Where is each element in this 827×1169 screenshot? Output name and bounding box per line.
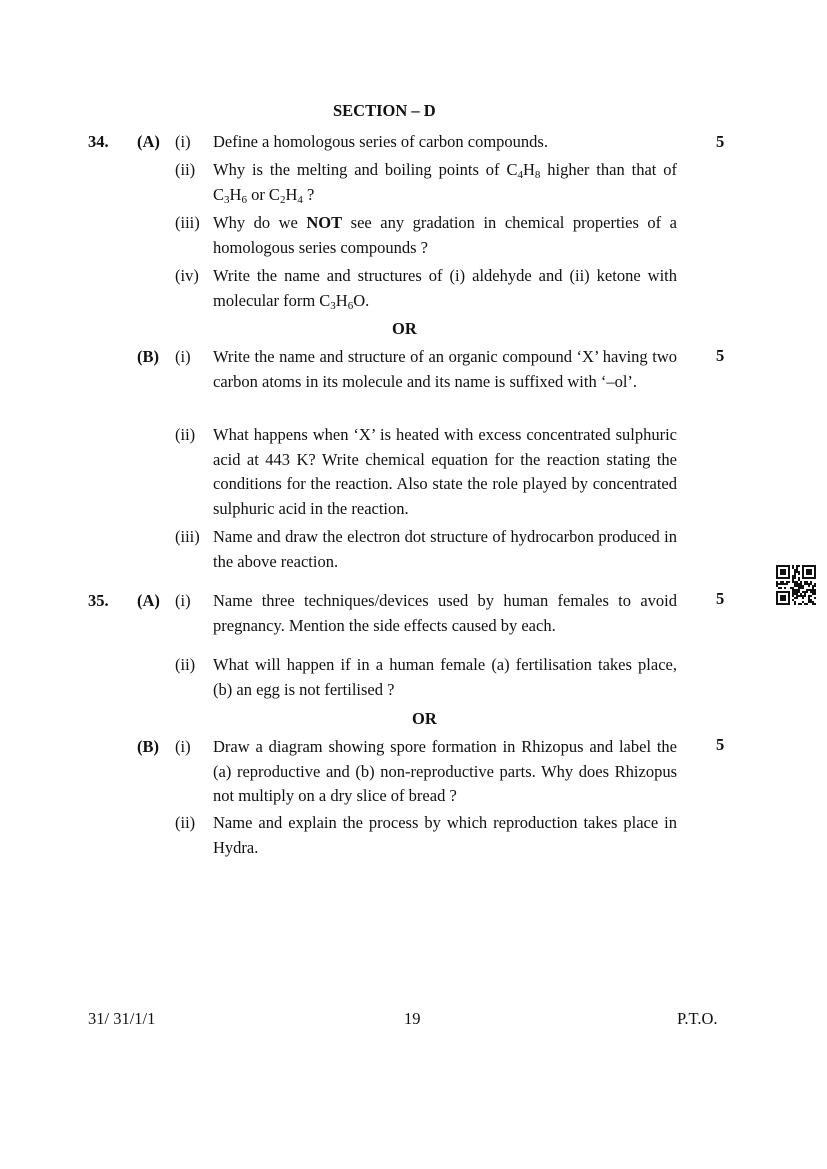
- question-number: 34.: [88, 132, 109, 151]
- qr-module: [798, 565, 800, 567]
- qr-module: [794, 581, 796, 583]
- qr-module: [814, 603, 816, 605]
- qr-module: [796, 595, 798, 597]
- qr-module: [808, 597, 810, 599]
- subpart-number: (i): [175, 132, 191, 151]
- qr-module: [794, 589, 796, 591]
- qr-module: [798, 573, 800, 575]
- qr-module: [792, 591, 794, 593]
- qr-finder: [780, 595, 786, 601]
- text-segment: or C: [246, 184, 280, 204]
- qr-module: [792, 567, 794, 569]
- qr-module: [796, 567, 798, 569]
- qr-module: [800, 585, 802, 587]
- qr-module: [794, 577, 796, 579]
- qr-module: [806, 583, 808, 585]
- subpart-number: (ii): [175, 655, 196, 674]
- qr-module: [792, 599, 794, 601]
- qr-module: [798, 571, 800, 573]
- qr-module: [812, 593, 814, 595]
- qr-module: [796, 589, 798, 591]
- qr-finder: [806, 569, 812, 575]
- qr-module: [794, 593, 796, 595]
- qr-module: [798, 579, 800, 581]
- qr-module: [798, 589, 800, 591]
- qr-module: [810, 591, 812, 593]
- qr-module: [798, 585, 800, 587]
- qr-module: [814, 589, 816, 591]
- qr-module: [808, 583, 810, 585]
- qr-module: [804, 595, 806, 597]
- qr-module: [776, 585, 778, 587]
- question-text: Define a homologous series of carbon compounds.: [213, 132, 548, 151]
- qr-module: [794, 597, 796, 599]
- subscript: 2: [279, 193, 286, 206]
- qr-module: [808, 601, 810, 603]
- qr-module: [788, 581, 790, 583]
- text-segment: H: [335, 290, 348, 310]
- qr-module: [798, 583, 800, 585]
- qr-module: [792, 565, 794, 567]
- qr-module: [784, 583, 786, 585]
- qr-module: [806, 591, 808, 593]
- text-segment: H: [229, 184, 242, 204]
- qr-module: [814, 597, 816, 599]
- qr-module: [814, 593, 816, 595]
- subpart-number: (iv): [175, 266, 199, 285]
- qr-module: [796, 597, 798, 599]
- qr-module: [776, 583, 778, 585]
- question-text: Draw a diagram showing spore formation in Rhizopus and label the (a) reproductive and (b) non-reproductive parts. Why does Rhizopus not multiply on a dry slice of bread ?: [213, 737, 677, 806]
- part-label: (B): [137, 347, 159, 366]
- question-text: Name and explain the process by which reproduction takes place in Hydra.: [213, 813, 677, 857]
- qr-module: [796, 581, 798, 583]
- qr-module: [808, 595, 810, 597]
- qr-module: [798, 591, 800, 593]
- qr-module: [802, 601, 804, 603]
- text-segment: Write the name and structures of (i) aldehyde and (ii) ketone with molecular form C: [213, 266, 677, 310]
- text-segment: H: [285, 184, 298, 204]
- qr-module: [796, 591, 798, 593]
- qr-module: [810, 599, 812, 601]
- qr-module: [792, 595, 794, 597]
- qr-module: [778, 587, 780, 589]
- qr-module: [804, 591, 806, 593]
- qr-module: [808, 589, 810, 591]
- subscript: 3: [330, 299, 336, 312]
- qr-module: [800, 583, 802, 585]
- qr-module: [798, 577, 800, 579]
- qr-module: [800, 595, 802, 597]
- page-number: 19: [404, 1009, 421, 1028]
- question-text: Name three techniques/devices used by human females to avoid pregnancy. Mention the side effects caused by each.: [213, 591, 677, 635]
- qr-module: [804, 593, 806, 595]
- subpart-number: (iii): [175, 527, 200, 546]
- text-segment: O.: [353, 290, 370, 310]
- qr-module: [794, 585, 796, 587]
- qr-module: [792, 593, 794, 595]
- qr-module: [814, 585, 816, 587]
- text-segment: ?: [302, 184, 315, 204]
- qr-module: [804, 603, 806, 605]
- qr-module: [794, 601, 796, 603]
- question-text: [213, 211, 677, 260]
- part-label: (A): [137, 591, 160, 610]
- qr-module: [808, 585, 810, 587]
- part-label: (B): [137, 737, 159, 756]
- part-label: (A): [137, 132, 160, 151]
- question-text: What will happen if in a human female (a) fertilisation takes place, (b) an egg is not fertilised ?: [213, 655, 677, 699]
- subscript: 6: [347, 299, 354, 312]
- qr-module: [800, 581, 802, 583]
- qr-module: [812, 603, 814, 605]
- qr-module: [814, 591, 816, 593]
- qr-module: [776, 581, 778, 583]
- question-text: What happens when ‘X’ is heated with excess concentrated sulphuric acid at 443 K? Write chemical equation for the reaction stating the conditions for the reaction. Also state the role played by concentrated sulphuric acid in the reaction.: [213, 425, 677, 518]
- text-segment: higher than that of C: [213, 160, 677, 204]
- question-number: 35.: [88, 591, 109, 610]
- marks: 5: [716, 132, 725, 151]
- marks: 5: [716, 346, 725, 365]
- qr-module: [782, 581, 784, 583]
- subscript: 4: [517, 169, 523, 181]
- qr-module: [786, 583, 788, 585]
- question-text: [213, 264, 677, 313]
- subscript: 6: [241, 193, 247, 206]
- emphasis: NOT: [306, 213, 343, 232]
- or-divider: OR: [392, 319, 417, 338]
- qr-module: [796, 565, 798, 567]
- text-segment: see any gradation in chemical properties of a homologous series compounds ?: [213, 213, 677, 257]
- or-divider: OR: [412, 709, 437, 728]
- qr-module: [812, 587, 814, 589]
- subpart-number: (i): [175, 591, 191, 610]
- qr-module: [810, 589, 812, 591]
- qr-module: [812, 591, 814, 593]
- qr-module: [800, 603, 802, 605]
- qr-module: [778, 583, 780, 585]
- qr-module: [792, 587, 794, 589]
- qr-module: [786, 581, 788, 583]
- subpart-number: (iii): [175, 213, 200, 232]
- marks: 5: [716, 735, 725, 754]
- qr-module: [798, 595, 800, 597]
- subscript: 3: [224, 193, 230, 206]
- paper-code: 31/ 31/1/1: [88, 1009, 156, 1028]
- qr-module: [804, 583, 806, 585]
- qr-module: [814, 583, 816, 585]
- subpart-number: (ii): [175, 425, 196, 444]
- qr-module: [792, 581, 794, 583]
- qr-module: [810, 601, 812, 603]
- qr-module: [810, 583, 812, 585]
- qr-module: [810, 595, 812, 597]
- text-segment: Why do we: [213, 213, 307, 232]
- text-segment: H: [522, 160, 535, 179]
- subscript: 4: [297, 193, 303, 206]
- qr-module: [802, 587, 804, 589]
- question-text: [213, 158, 677, 207]
- qr-module: [810, 581, 812, 583]
- section-title: SECTION – D: [333, 101, 436, 120]
- qr-module: [796, 583, 798, 585]
- qr-module: [802, 585, 804, 587]
- qr-module: [812, 589, 814, 591]
- qr-module: [804, 581, 806, 583]
- please-turn-over: P.T.O.: [677, 1009, 718, 1028]
- qr-module: [784, 587, 786, 589]
- qr-module: [798, 603, 800, 605]
- question-text: Name and draw the electron dot structure of hydrocarbon produced in the above reaction.: [213, 527, 677, 571]
- subpart-number: (ii): [175, 813, 196, 832]
- qr-module: [806, 603, 808, 605]
- qr-module: [780, 583, 782, 585]
- qr-module: [780, 587, 782, 589]
- qr-module: [796, 569, 798, 571]
- subpart-number: (i): [175, 737, 191, 756]
- qr-module: [812, 601, 814, 603]
- qr-module: [802, 597, 804, 599]
- qr-module: [794, 575, 796, 577]
- qr-module: [790, 587, 792, 589]
- qr-module: [796, 585, 798, 587]
- marks: 5: [716, 589, 725, 608]
- qr-module: [794, 571, 796, 573]
- qr-module: [800, 593, 802, 595]
- qr-module: [808, 599, 810, 601]
- qr-module: [792, 577, 794, 579]
- qr-module: [792, 579, 794, 581]
- qr-module: [794, 573, 796, 575]
- qr-module: [792, 589, 794, 591]
- qr-module: [782, 583, 784, 585]
- qr-module: [780, 581, 782, 583]
- qr-module: [800, 587, 802, 589]
- qr-module: [794, 591, 796, 593]
- qr-module: [806, 589, 808, 591]
- qr-module: [806, 581, 808, 583]
- qr-module: [794, 583, 796, 585]
- subpart-number: (ii): [175, 160, 196, 179]
- subscript: 8: [534, 169, 541, 181]
- qr-module: [794, 569, 796, 571]
- qr-code: [776, 565, 816, 605]
- qr-module: [796, 593, 798, 595]
- text-segment: Why is the melting and boiling points of C: [213, 160, 518, 179]
- qr-module: [792, 575, 794, 577]
- qr-module: [812, 585, 814, 587]
- qr-module: [796, 571, 798, 573]
- subpart-number: (i): [175, 347, 191, 366]
- question-text: Write the name and structure of an organic compound ‘X’ having two carbon atoms in its molecule and its name is suffixed with ‘–ol’.: [213, 347, 677, 391]
- qr-module: [794, 603, 796, 605]
- qr-finder: [780, 569, 786, 575]
- qr-module: [802, 595, 804, 597]
- qr-module: [802, 591, 804, 593]
- qr-module: [798, 587, 800, 589]
